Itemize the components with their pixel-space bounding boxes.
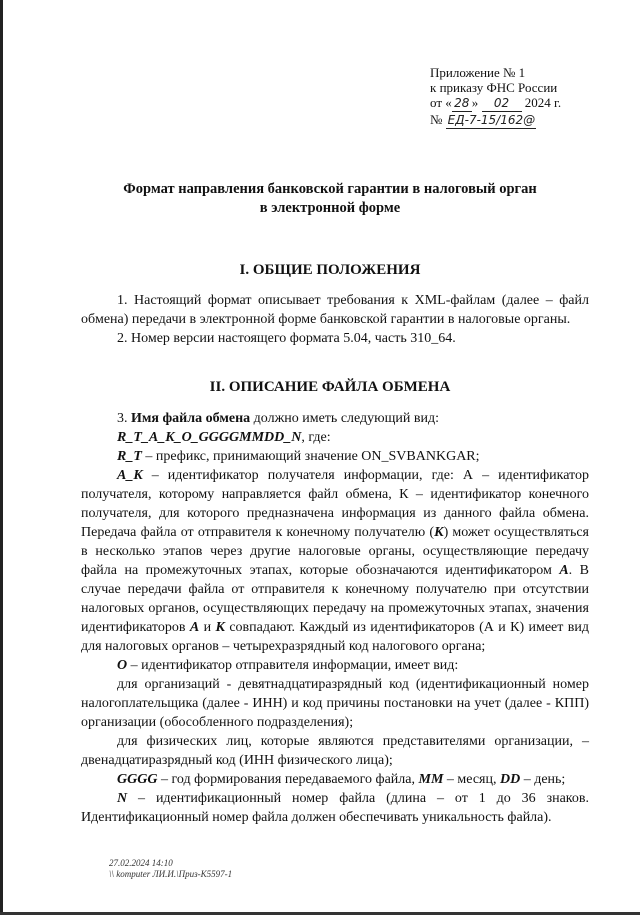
- appendix-date: от « 28 » 02 2024 г.: [430, 95, 562, 110]
- print-footer: [109, 858, 232, 880]
- paragraph-1: 1. Настоящий формат описывает требования к XML-файлам (далее – файл обмена) передачи в электронной форме банковской гарантии в налоговые органы.: [81, 293, 589, 327]
- section-1-body: [81, 291, 589, 348]
- document-title-line-2: в электронной форме: [259, 200, 401, 216]
- file-name-pattern: R_T_A_K_O_GGGGMMDD_N, где:: [117, 430, 331, 445]
- date-description: GGGG – год формирования передаваемого файла, MM – месяц, DD – день;: [117, 772, 566, 787]
- appendix-header: [430, 65, 561, 129]
- section-2-heading: II. ОПИСАНИЕ ФАЙЛА ОБМЕНА: [209, 379, 451, 395]
- organizations-description: для организаций - девятнадцатиразрядный код (идентификационный номер налогоплательщика (далее - ИНН) и код причины постановки на учет (далее - КПП) организации (обособленного подразделения);: [81, 677, 589, 730]
- section-1-heading: I. ОБЩИЕ ПОЛОЖЕНИЯ: [239, 262, 421, 278]
- sender-description: O – идентификатор отправителя информации, имеет вид:: [117, 658, 459, 673]
- handwritten-month: 02: [482, 96, 522, 112]
- paragraph-3: 3. Имя файла обмена должно иметь следующий вид:: [117, 411, 440, 426]
- paragraph-2: 2. Номер версии настоящего формата 5.04, часть 310_64.: [117, 331, 456, 346]
- section-2-body: [81, 409, 589, 827]
- prefix-description: R_T – префикс, принимающий значение ON_SVBANKGAR;: [117, 449, 480, 464]
- handwritten-order-number: ЕД-7-15/162@: [447, 113, 536, 127]
- scan-edge-left: [0, 0, 3, 915]
- recipient-description: A_K – идентификатор получателя информации, где: А – идентификатор получателя, которому направляется файл обмена, К – идентификатор конечного получателя, для которого предназначена информация из данного файла обмена. Передача файла от отправителя к конечному получателю (К) может осуществляться в несколько этапов через другие налоговые органы, осуществляющие передачу файла на промежуточных этапах, которые обозначаются идентификатором А. В случае передачи файла от отправителя к конечному получателю при отсутствии налоговых органов, осуществляющих передачу на промежуточных этапах, значения идентификаторов А и К совпадают. Каждый из идентификаторов (А и К) имеет вид для налоговых органов – четырехразрядный код налогового органа;: [81, 468, 589, 654]
- appendix-number: № ЕД-7-15/162@: [430, 112, 536, 127]
- document-title: [100, 180, 560, 218]
- file-id-description: N – идентификационный номер файла (длина – от 1 до 36 знаков. Идентификационный номер файла должен обеспечивать уникальность файла).: [81, 791, 589, 825]
- handwritten-day: 28: [452, 96, 472, 112]
- print-timestamp: 27.02.2024 14:10: [109, 858, 173, 868]
- print-file-path: \\ komputer ЛИ.И.\Приз-К5597-1: [109, 869, 233, 879]
- document-title-line-1: Формат направления банковской гарантии в налоговый орган: [123, 181, 537, 197]
- appendix-line-2: к приказу ФНС России: [430, 80, 558, 95]
- individuals-description: для физических лиц, которые являются представителями организации, – двенадцатиразрядный код (ИНН физического лица);: [81, 734, 589, 768]
- appendix-line-1: Приложение № 1: [430, 65, 526, 80]
